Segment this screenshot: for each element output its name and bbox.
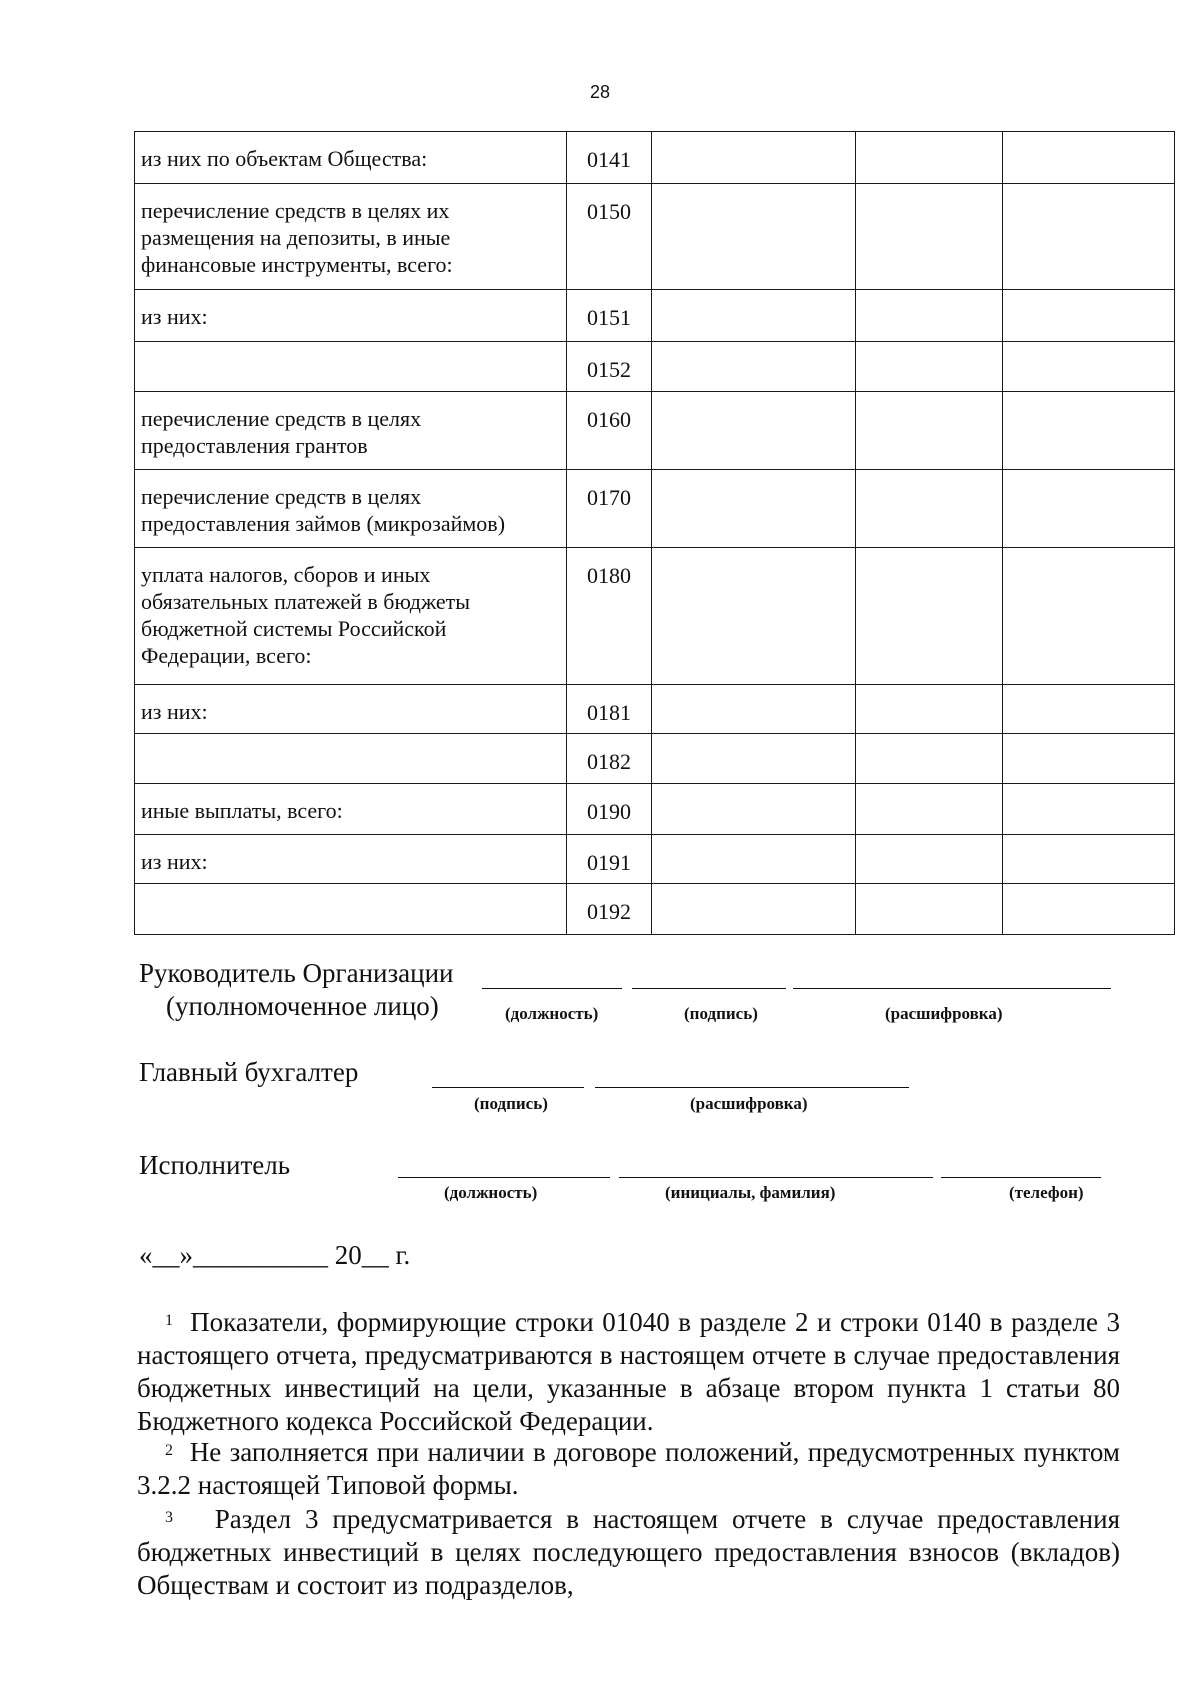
value-cell[interactable] [1003,685,1175,734]
value-cell[interactable] [856,835,1003,884]
table-row [135,342,1175,392]
row-label: иные выплаты, всего: [135,784,567,835]
table-row [135,470,1175,548]
date-open-quote: « [139,1240,153,1270]
value-cell[interactable] [1003,392,1175,470]
executor-caption-name: (инициалы, фамилия) [665,1183,836,1202]
value-cell[interactable] [652,835,856,884]
value-cell[interactable] [1003,835,1175,884]
table-row [135,784,1175,835]
value-cell[interactable] [1003,470,1175,548]
footnote-1 [137,1306,1120,1438]
executor-title: Исполнитель [139,1150,291,1180]
head-signature-line[interactable] [632,988,786,989]
value-cell[interactable] [1003,884,1175,935]
row-label [135,342,567,392]
row-code: 0181 [567,685,652,734]
page-number: 28 [589,82,611,102]
chief-caption-decoding: (расшифровка) [690,1094,808,1113]
chief-caption-signature: (подпись) [474,1094,548,1113]
row-code: 0170 [567,470,652,548]
row-code: 0190 [567,784,652,835]
value-cell[interactable] [652,784,856,835]
row-code: 0191 [567,835,652,884]
row-label: из них: [135,685,567,734]
table-row [135,685,1175,734]
value-cell[interactable] [856,884,1003,935]
value-cell[interactable] [1003,132,1175,184]
row-code: 0151 [567,290,652,342]
row-code: 0150 [567,184,652,290]
value-cell[interactable] [856,784,1003,835]
head-title-line2: (уполномоченное лицо) [166,991,439,1021]
executor-caption-phone: (телефон) [1009,1183,1084,1202]
report-table [134,131,1175,935]
table-row [135,734,1175,784]
value-cell[interactable] [856,548,1003,685]
value-cell[interactable] [856,470,1003,548]
value-cell[interactable] [856,342,1003,392]
head-caption-decoding: (расшифровка) [885,1004,1003,1023]
value-cell[interactable] [652,884,856,935]
value-cell[interactable] [652,734,856,784]
row-code: 0192 [567,884,652,935]
date-month-blank[interactable]: __________ [193,1240,328,1270]
table-row [135,548,1175,685]
row-label: из них: [135,835,567,884]
value-cell[interactable] [856,184,1003,290]
head-position-line[interactable] [482,988,622,989]
row-label: перечисление средств в целях их размещения на депозиты, в иные финансовые инструменты, всего: [135,184,567,290]
table-row [135,392,1175,470]
date-year-suffix: г. [395,1240,411,1270]
executor-phone-line[interactable] [941,1177,1101,1178]
row-code: 0182 [567,734,652,784]
row-label: из них: [135,290,567,342]
value-cell[interactable] [652,184,856,290]
row-label [135,734,567,784]
footnote-mark: 3 [165,1509,173,1526]
row-label: перечисление средств в целях предоставления грантов [135,392,567,470]
value-cell[interactable] [856,290,1003,342]
chief-accountant-title: Главный бухгалтер [139,1057,359,1087]
table-row [135,835,1175,884]
head-caption-signature: (подпись) [684,1004,758,1023]
date-line[interactable] [139,1240,410,1271]
row-label: уплата налогов, сборов и иных обязательных платежей в бюджеты бюджетной системы Российской Федерации, всего: [135,548,567,685]
value-cell[interactable] [1003,548,1175,685]
footnote-text: Показатели, формирующие строки 01040 в разделе 2 и строки 0140 в разделе 3 настоящего отчета, предусматриваются в настоящем отчете в случае предоставления бюджетных инвестиций на цели, указанные в абзаце втором пункта 1 статьи 80 Бюджетного кодекса Российской Федерации. [137,1307,1120,1436]
head-caption-position: (должность) [505,1004,599,1023]
row-label [135,884,567,935]
value-cell[interactable] [652,470,856,548]
row-label: перечисление средств в целях предоставления займов (микрозаймов) [135,470,567,548]
value-cell[interactable] [1003,734,1175,784]
head-decoding-line[interactable] [793,988,1111,989]
value-cell[interactable] [856,132,1003,184]
table-row [135,290,1175,342]
value-cell[interactable] [1003,342,1175,392]
date-year-prefix: 20 [334,1240,362,1270]
value-cell[interactable] [652,132,856,184]
report-table-body [135,132,1175,935]
footnote-text: Раздел 3 предусматривается в настоящем отчете в случае предоставления бюджетных инвестиций в целях последующего предоставления взносов (вкладов) Обществам и состоит из подразделов, [137,1504,1121,1600]
footnote-mark: 2 [165,1442,173,1459]
executor-caption-position: (должность) [444,1183,538,1202]
value-cell[interactable] [652,342,856,392]
value-cell[interactable] [856,685,1003,734]
row-code: 0152 [567,342,652,392]
value-cell[interactable] [1003,184,1175,290]
value-cell[interactable] [1003,784,1175,835]
value-cell[interactable] [652,548,856,685]
footnote-mark: 1 [165,1312,173,1329]
row-code: 0141 [567,132,652,184]
value-cell[interactable] [652,685,856,734]
executor-position-line[interactable] [398,1177,610,1178]
chief-signature-line[interactable] [432,1087,584,1088]
value-cell[interactable] [856,392,1003,470]
value-cell[interactable] [652,392,856,470]
row-code: 0180 [567,548,652,685]
table-row [135,184,1175,290]
table-row [135,132,1175,184]
row-code: 0160 [567,392,652,470]
date-close-quote: » [179,1240,193,1270]
value-cell[interactable] [1003,290,1175,342]
row-label: из них по объектам Общества: [135,132,567,184]
executor-name-line[interactable] [619,1177,933,1178]
table-row [135,884,1175,935]
head-title-line1: Руководитель Организации [139,958,454,988]
chief-decoding-line[interactable] [595,1087,909,1088]
value-cell[interactable] [856,734,1003,784]
date-year-blank[interactable]: __ [361,1240,389,1270]
date-day-blank[interactable]: __ [152,1240,180,1270]
value-cell[interactable] [652,290,856,342]
footnote-2 [137,1436,1120,1502]
footnote-text: Не заполняется при наличии в договоре положений, предусмотренных пунктом 3.2.2 настоящей Типовой формы. [137,1437,1120,1500]
footnote-3 [137,1503,1120,1602]
